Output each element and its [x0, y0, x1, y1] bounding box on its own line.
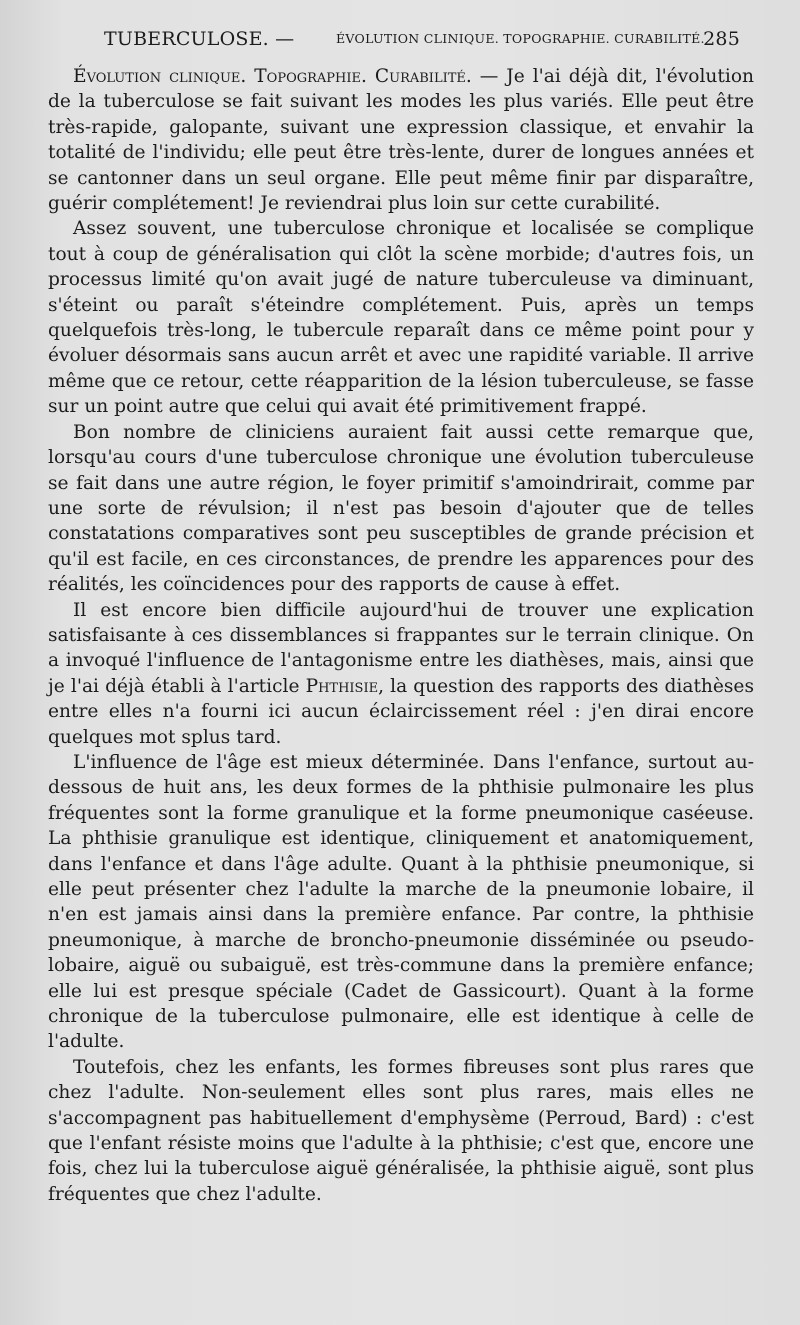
paragraph: L'influence de l'âge est mieux déterminée. Dans l'enfance, surtout au-dessous de huit ans, les deux formes de la phthisie pulmonaire les plus fréquentes sont la forme granulique et la forme pneumonique caséeuse. La phthisie granulique est identique, cliniquement et anatomiquement, dans l'enfance et dans l'âge adulte. Quant à la phthisie pneumonique, si elle peut présenter chez l'adulte la marche de la pneumonie lobaire, il n'en est jamais ainsi dans la première enfance. Par contre, la phthisie pneumonique, à marche de broncho-pneumonie disséminée ou pseudo-lobaire, aiguë ou subaiguë, est très-commune dans la première enfance; elle lui est presque spéciale (Cadet de Gassicourt). Quant à la forme chronique de la tuberculose pulmonaire, elle est identique à celle de l'adulte. [48, 751, 754, 1053]
paragraph: Assez souvent, une tuberculose chronique et localisée se complique tout à coup de généralisation qui clôt la scène morbide; d'autres fois, un processus limité qu'on avait jugé de nature tuberculeuse va diminuant, s'éteint ou paraît s'éteindre complétement. Puis, après un temps quelquefois très-long, le tubercule reparaît dans ce même point pour y évoluer désormais sans aucun arrêt et avec une rapidité variable. Il arrive même que ce retour, cette réapparition de la lésion tuberculeuse, se fasse sur un point autre que celui qui avait été primitivement frappé. [48, 218, 754, 418]
paragraph [48, 598, 754, 750]
running-title: TUBERCULOSE. — [104, 28, 295, 50]
paragraph: Toutefois, chez les enfants, les formes fibreuses sont plus rares que chez l'adulte. Non-seulement elles sont plus rares, mais elles ne s'accompagnent pas habituellement d'emphysème (Perroud, Bard) : c'est que l'enfant résiste moins que l'adulte à la phthisie; c'est que, encore une fois, chez lui la tuberculose aiguë généralisée, la phthisie aiguë, sont plus fréquentes que chez l'adulte. [48, 1056, 754, 1205]
section-title: ÉVOLUTION CLINIQUE. TOPOGRAPHIE. CURABILITÉ. [336, 31, 705, 46]
page-number: 285 [703, 28, 740, 50]
running-header [48, 26, 754, 56]
section-lead: Évolution clinique. Topographie. Curabilité. [73, 66, 472, 87]
paragraph-text: , la question des rapports des diathèses entre elles n'a fourni ici aucun éclaircissement réel : j'en dirai encore quelques mot splus tard. [48, 675, 754, 748]
paragraph [48, 64, 754, 216]
paragraph-text: — Je l'ai déjà dit, l'évolution de la tuberculose se fait suivant les modes les plus variés. Elle peut être très-rapide, galopante, suivant une expression classique, et envahir la totalité de l'individu; elle peut être très-lente, durer de longues années et se cantonner dans un seul organe. Elle peut même finir par disparaître, guérir complétement! Je reviendrai plus loin sur cette curabilité. [48, 66, 754, 215]
page-body [48, 64, 754, 1207]
paragraph-text: Il est encore bien difficile aujourd'hui de trouver une explication satisfaisante à ces dissemblances si frappantes sur le terrain clinique. On a invoqué l'influence de l'antagonisme entre les diathèses, mais, ainsi que je l'ai déjà établi à l'article [48, 599, 754, 697]
article-reference: Phthisie [305, 675, 379, 697]
paragraph: Bon nombre de cliniciens auraient fait aussi cette remarque que, lorsqu'au cours d'une tuberculose chronique une évolution tuberculeuse se fait dans une autre région, le foyer primitif s'amoindrirait, comme par une sorte de révulsion; il n'est pas besoin d'ajouter que de telles constatations comparatives sont peu susceptibles de grande précision et qu'il est facile, en ces circonstances, de prendre les apparences pour des réalités, les coïncidences pour des rapports de cause à effet. [48, 421, 754, 596]
